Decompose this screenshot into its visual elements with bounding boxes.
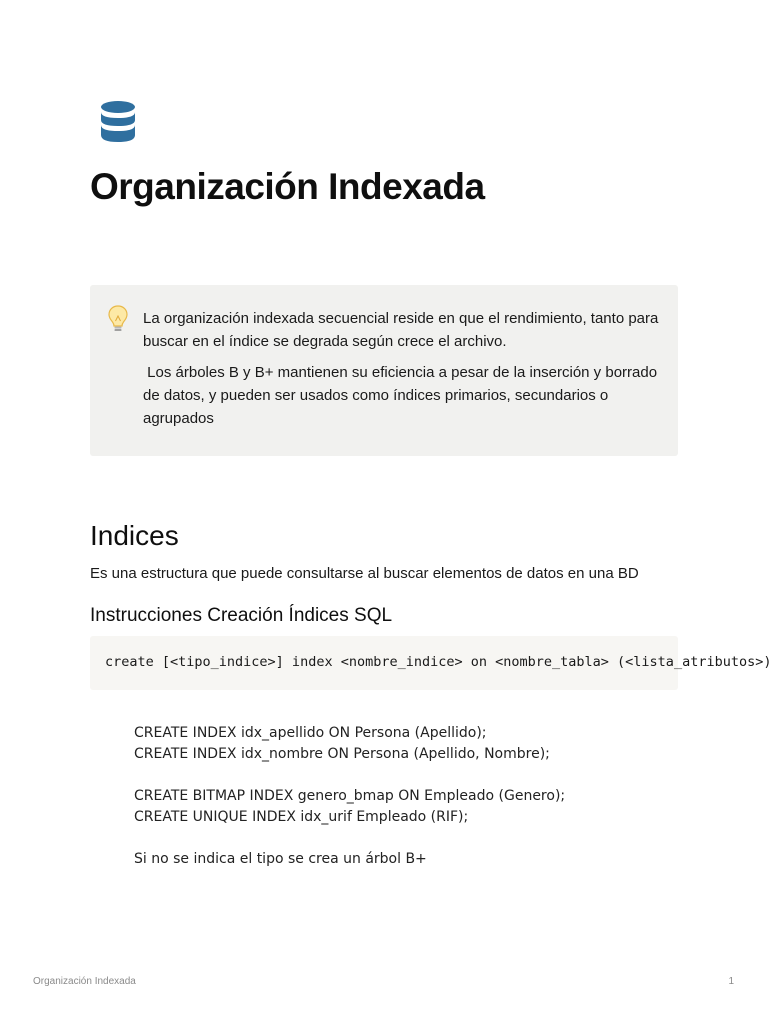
footer-title: Organización Indexada: [33, 976, 136, 987]
page-title: Organización Indexada: [90, 166, 485, 207]
code-block[interactable]: [90, 636, 771, 690]
lightbulb-icon: [108, 305, 128, 333]
database-icon: [99, 100, 137, 144]
callout-box: [90, 285, 678, 456]
section-heading-indices: Indices: [90, 520, 179, 551]
callout-paragraph: La organización indexada secuencial reside en que el rendimiento, tanto para buscar en el índice se degrada según crece el archivo.: [143, 310, 659, 350]
example-line: Si no se indica el tipo se crea un árbol B+: [134, 851, 427, 867]
page-number: 1: [728, 976, 734, 987]
example-line: CREATE UNIQUE INDEX idx_urif Empleado (RIF);: [134, 809, 469, 825]
subsection-heading-sql: Instrucciones Creación Índices SQL: [90, 605, 393, 626]
sql-examples-image: [134, 723, 654, 873]
example-line: CREATE BITMAP INDEX genero_bmap ON Empleado (Genero);: [134, 788, 566, 804]
example-gap: [134, 828, 654, 849]
callout-text: [143, 307, 668, 438]
callout-paragraph: Los árboles B y B+ mantienen su eficiencia a pesar de la inserción y borrado de datos, y pueden ser usados como índices primarios, secundarios o agrupados: [143, 364, 662, 427]
example-gap: [134, 765, 654, 786]
example-line: CREATE INDEX idx_apellido ON Persona (Apellido);: [134, 725, 487, 741]
section-description: Es una estructura que puede consultarse al buscar elementos de datos en una BD: [90, 565, 639, 582]
example-line: CREATE INDEX idx_nombre ON Persona (Apellido, Nombre);: [134, 746, 550, 762]
code-text: create [<tipo_indice>] index <nombre_indice> on <nombre_tabla> (<lista_atributos>): [105, 654, 771, 670]
